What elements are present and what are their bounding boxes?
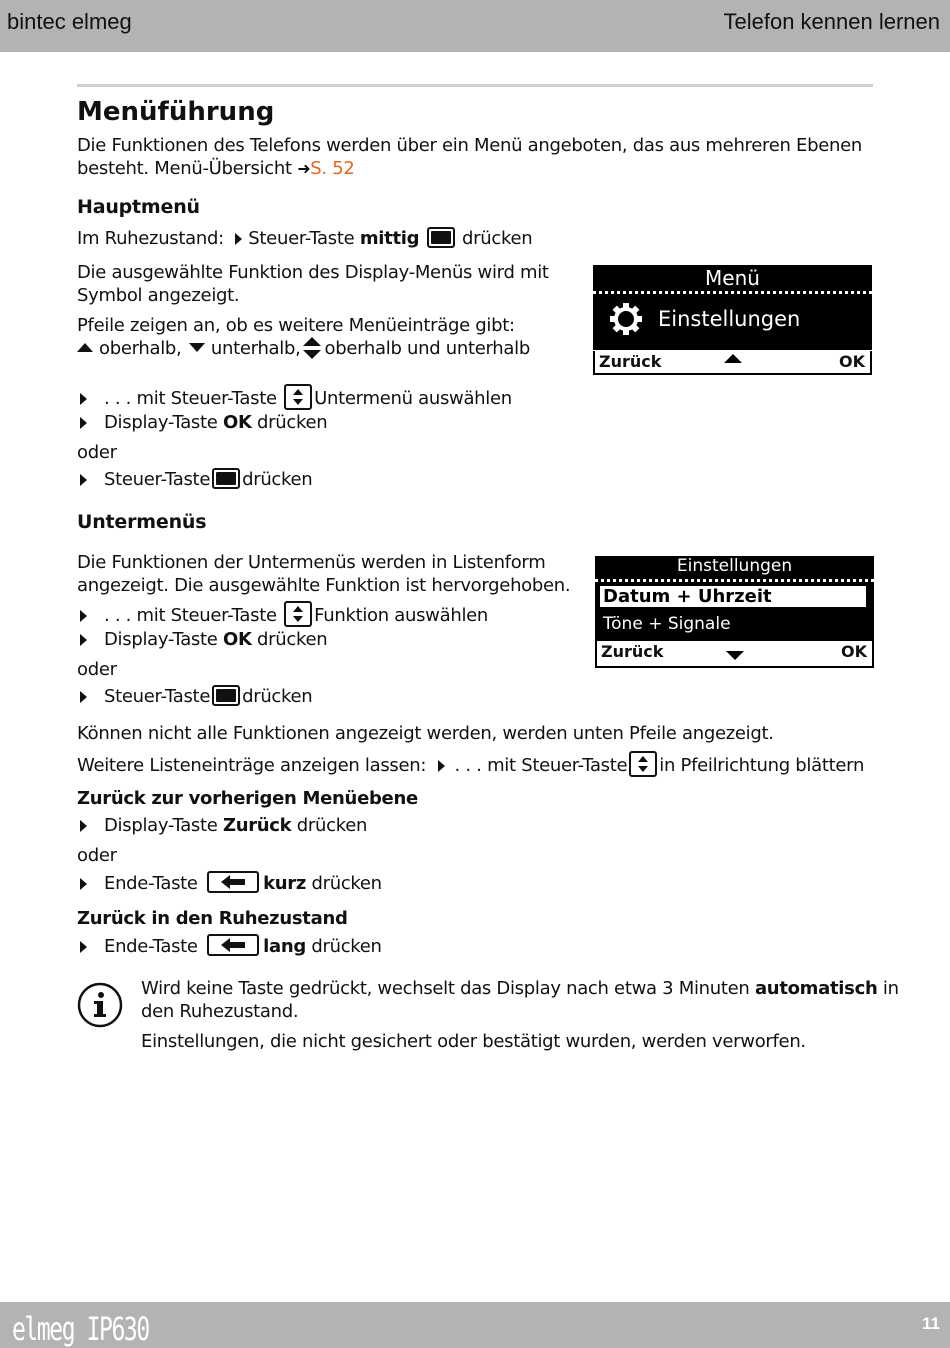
- page-link[interactable]: S. 52: [310, 158, 355, 179]
- display-submenu: [595, 556, 874, 668]
- um-bullet-3: [80, 685, 312, 708]
- heading-zurueck: Zurück zur vorherigen Menüebene: [77, 788, 418, 809]
- page-header: [0, 0, 950, 52]
- softkey-ok: OK: [839, 352, 865, 371]
- step-bullet-icon: [235, 233, 242, 245]
- arrow-updown-icon: [303, 337, 321, 359]
- um-desc-1: Die Funktionen der Untermenüs werden in Listenform: [77, 552, 546, 573]
- um-note-1: Können nicht alle Funktionen angezeigt werden, werden unten Pfeile angezeigt.: [77, 723, 774, 744]
- display-softkeys: [595, 641, 874, 668]
- display-screen: [593, 265, 872, 350]
- arrow-both-label: oberhalb und unterhalb: [324, 338, 530, 359]
- softkey-back: Zurück: [601, 642, 664, 661]
- zu-bullet-1-suffix: drücken: [296, 815, 368, 836]
- zu-bullet-2-text: Ende-Taste: [104, 873, 198, 894]
- display-entry: Einstellungen: [658, 307, 801, 331]
- zu-bullet-2-bold: kurz: [263, 873, 307, 894]
- end-key-icon: [207, 934, 259, 956]
- control-key-updown-icon: [284, 384, 312, 410]
- bullet-icon: [80, 820, 87, 832]
- um-note-2-text: . . . mit Steuer-Taste: [454, 755, 628, 776]
- step-bold: mittig: [359, 228, 420, 249]
- step-prefix: Im Ruhezustand:: [77, 228, 224, 249]
- info-line-1-text: Wird keine Taste gedrückt, wechselt das Display nach etwa 3 Minuten: [141, 978, 750, 999]
- arrow-above-label: oberhalb,: [99, 338, 182, 359]
- um-bullet-1: [80, 601, 488, 627]
- display-title: Einstellungen: [676, 556, 793, 576]
- hm-bullet-3: [80, 468, 312, 491]
- display-selected-item: Datum + Uhrzeit: [600, 586, 866, 607]
- bullet-icon: [80, 610, 87, 622]
- um-bullet-2-text: Display-Taste: [104, 629, 218, 650]
- hm-bullet-1-suffix: Untermenü auswählen: [314, 388, 512, 409]
- info-icon: [77, 982, 123, 1028]
- control-key-center-icon: [427, 227, 455, 248]
- arrow-down-icon: [189, 343, 205, 352]
- control-key-center-icon: [212, 468, 240, 489]
- info-line-3: Einstellungen, die nicht gesichert oder bestätigt wurden, werden verworfen.: [141, 1031, 806, 1052]
- hauptmenu-desc-1: Die ausgewählte Funktion des Display-Menüs wird mit: [77, 262, 549, 283]
- zu-bullet-1: [80, 814, 367, 837]
- zu-bullet-1-bold: Zurück: [222, 815, 292, 836]
- control-key-updown-icon: [284, 601, 312, 627]
- ruhe-bullet-1: [80, 934, 382, 958]
- scroll-down-icon: [726, 651, 744, 660]
- display-title: Menü: [705, 266, 760, 290]
- hm-bullet-3-text: Steuer-Taste: [104, 469, 211, 490]
- arrows-legend: [77, 337, 530, 360]
- bullet-icon: [80, 941, 87, 953]
- um-oder: oder: [77, 659, 117, 680]
- title-rule: [77, 84, 873, 87]
- um-note-2-suffix: in Pfeilrichtung blättern: [659, 755, 865, 776]
- heading-untermenus: Untermenüs: [77, 511, 207, 533]
- zu-oder: oder: [77, 845, 117, 866]
- um-note-2: [77, 751, 864, 777]
- um-bullet-3-suffix: drücken: [242, 686, 313, 707]
- zu-bullet-2-suffix: drücken: [311, 873, 382, 894]
- hauptmenu-desc-2: Symbol angezeigt.: [77, 285, 240, 306]
- arrow-below-label: unterhalb,: [210, 338, 301, 359]
- zu-bullet-2: [80, 871, 382, 895]
- um-bullet-1-text: . . . mit Steuer-Taste: [104, 605, 277, 626]
- um-bullet-2-bold: OK: [222, 629, 252, 650]
- softkey-back: Zurück: [599, 352, 662, 371]
- step-text: Steuer-Taste: [248, 228, 355, 249]
- arrows-desc: Pfeile zeigen an, ob es weitere Menüeinträge gibt:: [77, 315, 515, 336]
- bullet-icon: [80, 417, 87, 429]
- product-logo: elmeg IP630: [12, 1310, 149, 1348]
- bullet-icon: [80, 634, 87, 646]
- control-key-center-icon: [212, 685, 240, 706]
- hm-bullet-2-suffix: drücken: [257, 412, 328, 433]
- softkey-ok: OK: [841, 642, 867, 661]
- page-number: 11: [922, 1314, 940, 1333]
- bullet-icon: [80, 474, 87, 486]
- display-main-menu: [593, 265, 872, 376]
- info-line-1-end: in: [882, 978, 899, 999]
- bullet-icon: [80, 691, 87, 703]
- intro-text: besteht. Menü-Übersicht: [77, 158, 292, 179]
- hm-bullet-2-text: Display-Taste: [104, 412, 218, 433]
- step-suffix: drücken: [462, 228, 533, 249]
- page-title: Menüführung: [77, 97, 275, 127]
- arrow-right-icon: ➜: [297, 159, 311, 178]
- gear-icon: [609, 302, 643, 336]
- hm-bullet-3-suffix: drücken: [242, 469, 313, 490]
- um-desc-2: angezeigt. Die ausgewählte Funktion ist hervorgehoben.: [77, 575, 571, 596]
- info-bold: automatisch: [754, 978, 878, 999]
- heading-ruhe: Zurück in den Ruhezustand: [77, 908, 348, 929]
- um-bullet-3-text: Steuer-Taste: [104, 686, 211, 707]
- hm-bullet-1: [80, 384, 512, 410]
- um-bullet-2: [80, 628, 327, 651]
- hm-oder: oder: [77, 442, 117, 463]
- um-note-2-prefix: Weitere Listeneinträge anzeigen lassen:: [77, 755, 427, 776]
- intro-line-1: Die Funktionen des Telefons werden über ein Menü angeboten, das aus mehreren Ebenen: [77, 135, 863, 156]
- bullet-icon: [80, 393, 87, 405]
- info-line-1: [141, 977, 899, 1000]
- heading-hauptmenu: Hauptmenü: [77, 196, 200, 218]
- ruhe-bullet-1-text: Ende-Taste: [104, 936, 198, 957]
- um-bullet-2-suffix: drücken: [257, 629, 328, 650]
- display-divider: [595, 579, 874, 582]
- section-title: Telefon kennen lernen: [723, 9, 940, 34]
- control-key-updown-icon: [629, 751, 657, 777]
- display-item: Töne + Signale: [603, 614, 731, 634]
- page-footer: [0, 1302, 950, 1348]
- display-screen: [595, 556, 874, 641]
- display-divider: [593, 291, 872, 294]
- hm-bullet-1-text: . . . mit Steuer-Taste: [104, 388, 277, 409]
- ruhe-bullet-1-bold: lang: [263, 936, 306, 957]
- step-idle: [77, 227, 532, 250]
- display-softkeys: [593, 351, 872, 375]
- hm-bullet-2-bold: OK: [222, 412, 252, 433]
- info-line-2: den Ruhezustand.: [141, 1001, 299, 1022]
- scroll-up-icon: [724, 354, 742, 363]
- brand-name: bintec elmeg: [7, 9, 132, 34]
- end-key-icon: [207, 871, 259, 893]
- bullet-icon: [80, 878, 87, 890]
- ruhe-bullet-1-suffix: drücken: [311, 936, 382, 957]
- zu-bullet-1-text: Display-Taste: [104, 815, 218, 836]
- um-bullet-1-suffix: Funktion auswählen: [314, 605, 489, 626]
- arrow-up-icon: [77, 343, 93, 352]
- intro-line-2: [77, 157, 355, 180]
- bullet-icon: [438, 760, 445, 772]
- hm-bullet-2: [80, 411, 327, 434]
